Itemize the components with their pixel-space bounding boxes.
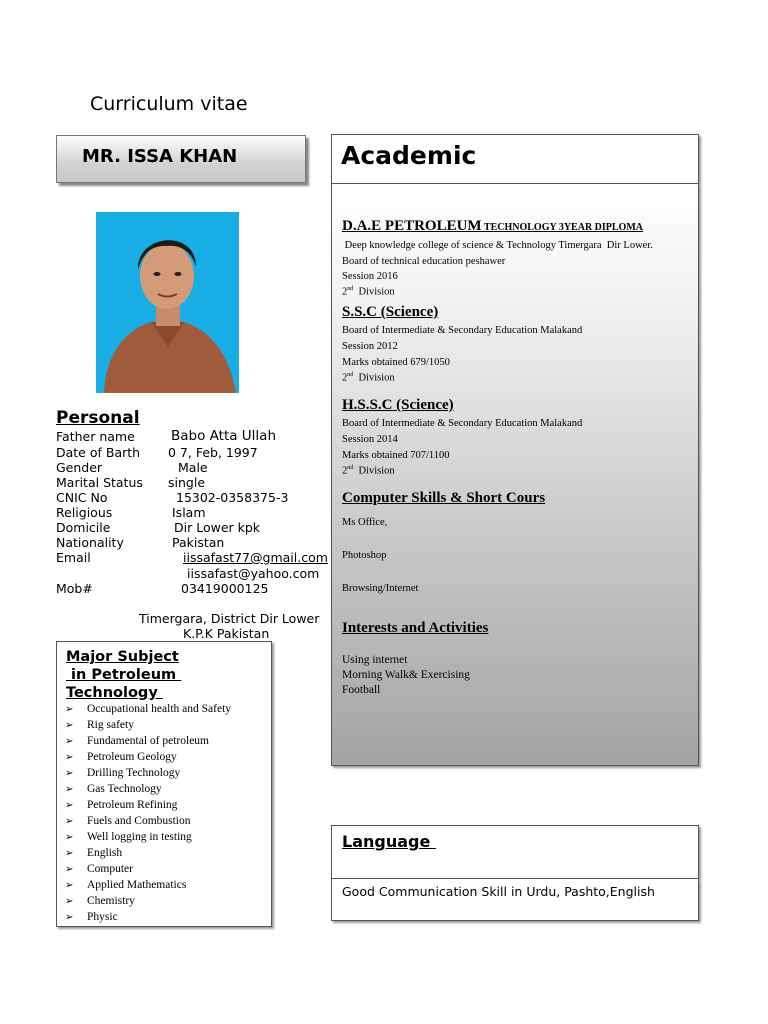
arrow-bullet-icon: ➢ — [65, 800, 74, 811]
arrow-bullet-icon: ➢ — [65, 832, 74, 843]
interest-item: Morning Walk& Exercising — [342, 669, 470, 681]
list-item-text: Rig safety — [87, 719, 134, 731]
major-subject-box — [56, 641, 272, 927]
arrow-bullet-icon: ➢ — [65, 864, 74, 875]
arrow-bullet-icon: ➢ — [65, 880, 74, 891]
division-number: 2 — [342, 465, 348, 477]
list-item-text: Petroleum Refining — [87, 799, 178, 811]
list-item — [65, 909, 231, 925]
hssc-session: Session 2014 — [342, 434, 398, 445]
division-text: Division — [353, 286, 395, 298]
marital-value: single — [168, 475, 206, 490]
list-item-text: Applied Mathematics — [87, 879, 187, 891]
list-item — [65, 749, 231, 765]
cnic-value: 15302-0358375-3 — [176, 490, 289, 505]
ssc-division — [342, 372, 395, 384]
gender-label: Gender — [56, 460, 103, 475]
arrow-bullet-icon: ➢ — [65, 752, 74, 763]
personal-heading: Personal — [56, 408, 140, 428]
marital-label: Marital Status — [56, 475, 143, 490]
dob-label: Date of Barth — [56, 445, 141, 460]
list-item — [65, 829, 231, 845]
division-text: Division — [353, 465, 395, 477]
list-item — [65, 861, 231, 877]
list-item — [65, 781, 231, 797]
list-item-text: Fundamental of petroleum — [87, 735, 209, 747]
list-item-text: Occupational health and Safety — [87, 703, 232, 715]
email-label: Email — [56, 550, 91, 565]
hssc-title: H.S.S.C (Science) — [342, 397, 454, 413]
father-label: Father name — [56, 429, 135, 444]
list-item — [65, 893, 231, 909]
name-box — [56, 135, 306, 183]
postal-line-2: Timergara, District Dir Lower — [139, 611, 320, 626]
list-item — [65, 877, 231, 893]
postal-line-3: K.P.K Pakistan — [183, 626, 270, 641]
list-item — [65, 765, 231, 781]
major-heading-line: Major Subject — [66, 649, 179, 665]
dae-division — [342, 286, 395, 298]
division-number: 2 — [342, 286, 348, 298]
academic-heading: Academic — [341, 141, 477, 170]
domicile-value: Dir Lower kpk — [174, 520, 261, 535]
dae-title-main: D.A.E PETROLEUM — [342, 218, 482, 234]
father-value: Babo Atta Ullah — [171, 428, 277, 444]
mob-value: 03419000125 — [181, 581, 269, 596]
hssc-board: Board of Intermediate & Secondary Education Malakand — [342, 418, 583, 429]
list-item-text: Well logging in testing — [87, 831, 192, 843]
language-heading: Language — [342, 832, 436, 851]
profile-photo — [96, 212, 239, 393]
dae-session: Session 2016 — [342, 271, 398, 282]
major-heading-line: Technology — [66, 685, 163, 701]
arrow-bullet-icon: ➢ — [65, 704, 74, 715]
list-item — [65, 733, 231, 749]
person-portrait-image — [96, 212, 239, 393]
list-item-text: English — [87, 847, 123, 859]
ssc-title: S.S.C (Science) — [342, 304, 439, 320]
division-suffix: nd — [347, 372, 354, 378]
list-item — [65, 797, 231, 813]
ssc-marks: Marks obtained 679/1050 — [342, 357, 450, 368]
ssc-session: Session 2012 — [342, 341, 398, 352]
arrow-bullet-icon: ➢ — [65, 848, 74, 859]
computer-skill-item: Browsing/Internet — [342, 583, 419, 594]
list-item-text: Chemistry — [87, 895, 135, 907]
arrow-bullet-icon: ➢ — [65, 736, 74, 747]
major-subject-heading — [66, 648, 181, 702]
nationality-label: Nationality — [56, 535, 124, 550]
arrow-bullet-icon: ➢ — [65, 912, 74, 923]
list-item — [65, 845, 231, 861]
list-item — [65, 701, 231, 717]
dob-value: 0 7, Feb, 1997 — [168, 445, 258, 460]
academic-header — [331, 134, 699, 184]
cnic-label: CNIC No — [56, 490, 108, 505]
academic-panel — [331, 184, 699, 766]
religious-label: Religious — [56, 505, 113, 520]
list-item-text: Drilling Technology — [87, 767, 181, 779]
arrow-bullet-icon: ➢ — [65, 896, 74, 907]
gender-value: Male — [178, 460, 208, 475]
language-panel — [331, 879, 699, 921]
arrow-bullet-icon: ➢ — [65, 816, 74, 827]
nationality-value: Pakistan — [172, 535, 225, 550]
language-text: Good Communication Skill in Urdu, Pashto,English — [342, 884, 655, 899]
dae-title — [342, 218, 643, 235]
dae-board: Board of technical education peshawer — [342, 256, 506, 267]
list-item-text: Physic — [87, 911, 118, 923]
list-item — [65, 813, 231, 829]
computer-skill-item: Photoshop — [342, 550, 387, 561]
ssc-board: Board of Intermediate & Secondary Education Malakand — [342, 325, 583, 336]
dae-college: Deep knowledge college of science & Technology Timergara Dir Lower. — [342, 240, 653, 251]
language-header — [331, 825, 699, 879]
arrow-bullet-icon: ➢ — [65, 784, 74, 795]
arrow-bullet-icon: ➢ — [65, 720, 74, 731]
religious-value: Islam — [172, 505, 206, 520]
list-item-text: Computer — [87, 863, 133, 875]
interest-item: Using internet — [342, 654, 408, 666]
list-item-text: Fuels and Combustion — [87, 815, 191, 827]
dae-title-small: TECHNOLOGY 3YEAR DIPLOMA — [481, 222, 643, 233]
interests-title: Interests and Activities — [342, 620, 489, 636]
page-title: Curriculum vitae — [90, 93, 248, 115]
division-suffix: nd — [347, 286, 354, 292]
computer-skills-title: Computer Skills & Short Cours — [342, 490, 546, 506]
hssc-division — [342, 465, 395, 477]
division-text: Division — [353, 372, 395, 384]
mob-label: Mob# — [56, 581, 93, 596]
interest-item: Football — [342, 684, 381, 696]
major-heading-line: in Petroleum — [66, 667, 182, 683]
hssc-marks: Marks obtained 707/1100 — [342, 450, 450, 461]
division-number: 2 — [342, 372, 348, 384]
division-suffix: nd — [347, 465, 354, 471]
domicile-label: Domicile — [56, 520, 111, 535]
email-yahoo: iissafast@yahoo.com — [187, 566, 320, 581]
candidate-name: MR. ISSA KHAN — [82, 146, 238, 167]
computer-skill-item: Ms Office, — [342, 517, 388, 528]
email-link-gmail[interactable]: iissafast77@gmail.com — [183, 550, 328, 565]
list-item — [65, 717, 231, 733]
major-subject-list — [65, 701, 231, 925]
list-item-text: Petroleum Geology — [87, 751, 177, 763]
arrow-bullet-icon: ➢ — [65, 768, 74, 779]
list-item-text: Gas Technology — [87, 783, 162, 795]
